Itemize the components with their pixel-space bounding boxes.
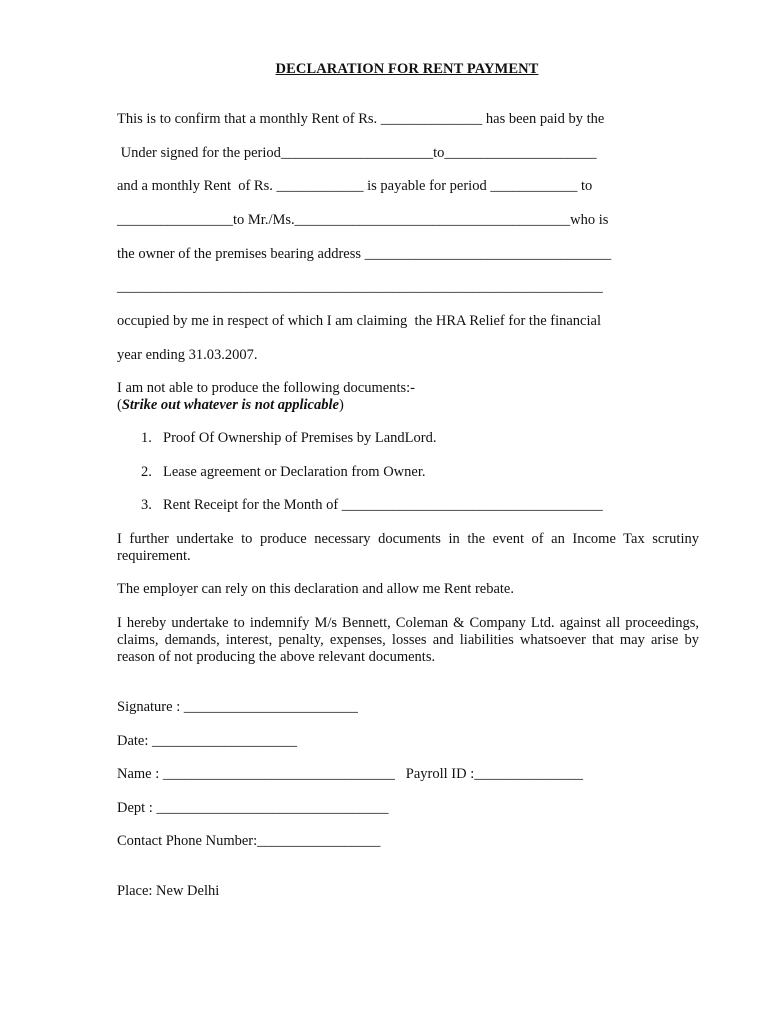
indemnify-paragraph: I hereby undertake to indemnify M/s Bennett, Coleman & Company Ltd. against all proceedings, claims, demands, interest, penalty, expenses, losses and liabilities whatsoever that may arise by reason of not producing the above relevant documents. — [117, 615, 699, 665]
place-field: Place: New Delhi — [117, 883, 220, 899]
monthly-rent-line: and a monthly Rent of Rs. ____________ is payable for period ____________ to — [117, 178, 593, 194]
hra-relief-line: occupied by me in respect of which I am claiming the HRA Relief for the financial — [117, 313, 601, 329]
strike-note-text: Strike out whatever is not applicable — [121, 397, 339, 413]
period-line: Under signed for the period_____________________to_____________________ — [117, 145, 597, 161]
employer-paragraph: The employer can rely on this declaration and allow me Rent rebate. — [117, 581, 514, 597]
premises-address-line: the owner of the premises bearing address __________________________________ — [117, 246, 612, 262]
list-item-text: Rent Receipt for the Month of ____________________________________ — [163, 497, 603, 513]
strike-note — [117, 397, 344, 414]
list-item-text: Lease agreement or Declaration from Owner. — [163, 464, 426, 480]
strike-note-open: ( — [117, 397, 122, 413]
address-continuation-line: ___________________________________________________________________ — [117, 279, 603, 295]
list-item-number: 3. — [141, 497, 152, 513]
list-item — [141, 497, 603, 514]
strike-note-close: ) — [338, 397, 344, 413]
list-item — [141, 464, 426, 481]
list-item-number: 1. — [141, 430, 152, 446]
dept-field: Dept : ________________________________ — [117, 800, 389, 816]
page-title: DECLARATION FOR RENT PAYMENT — [275, 61, 539, 77]
list-item — [141, 430, 436, 447]
undertake-paragraph: I further undertake to produce necessary documents in the event of an Income Tax scrutiny requirement. — [117, 531, 699, 564]
date-field: Date: ____________________ — [117, 733, 298, 749]
signature-field: Signature : ________________________ — [117, 699, 358, 715]
year-ending-line: year ending 31.03.2007. — [117, 347, 258, 363]
list-item-number: 2. — [141, 464, 152, 480]
contact-phone-field: Contact Phone Number:_________________ — [117, 833, 381, 849]
list-item-text: Proof Of Ownership of Premises by LandLord. — [163, 430, 437, 446]
documents-intro-line: I am not able to produce the following documents:- — [117, 380, 415, 396]
landlord-line: ________________to Mr./Ms.______________________________________who is — [117, 212, 609, 228]
rent-amount-line: This is to confirm that a monthly Rent of Rs. ______________ has been paid by the — [117, 111, 605, 127]
name-payroll-field: Name : ________________________________ Payroll ID :_______________ — [117, 766, 583, 782]
